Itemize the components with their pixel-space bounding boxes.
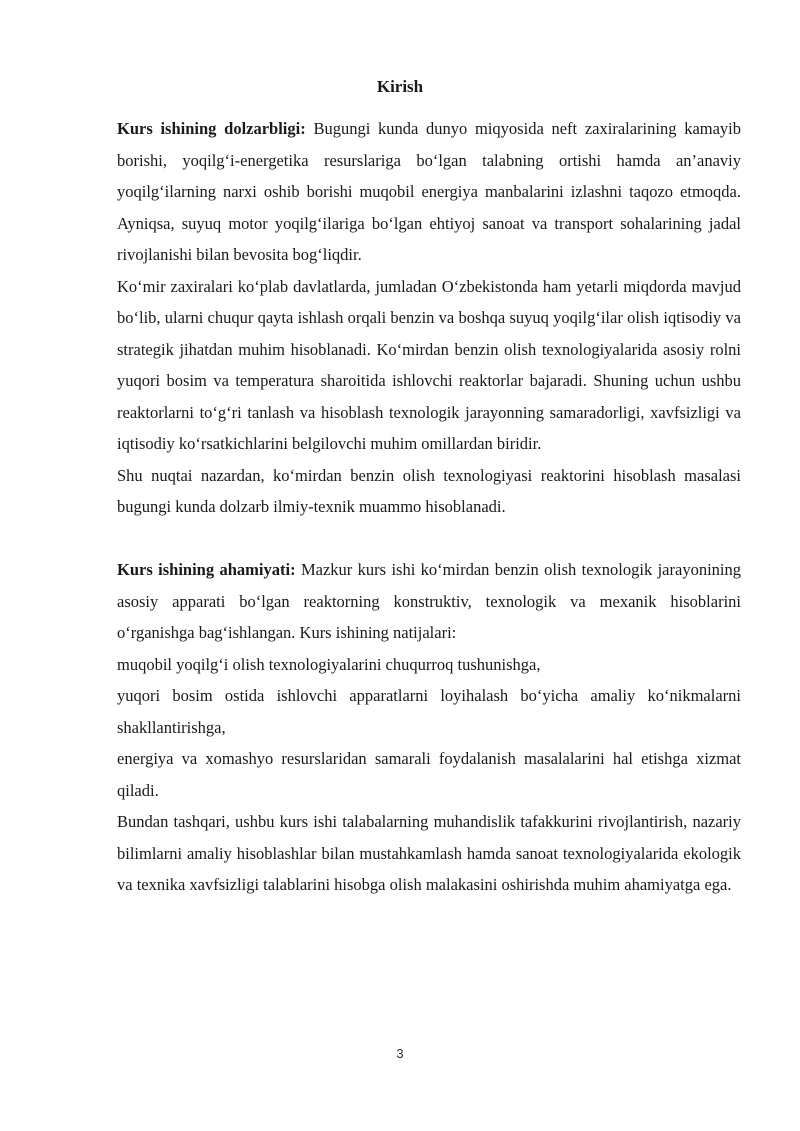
result-item: muqobil yoqilg‘i olish texnologiyalarini chuqurroq tushunishga, <box>117 654 541 674</box>
final-paragraph: Bundan tashqari, ushbu kurs ishi talabalarning muhandislik tafakkurini rivojlantirish, nazariy bilimlarni amaliy hisoblashlar bilan mustahkamlash hamda sanoat texnologiyalarida ekologik va texnika xavfsizligi talablarini hisobga olish malakasini oshirishda muhim ahamiyatga ega. <box>117 812 741 894</box>
page-title: Kirish <box>376 77 424 96</box>
document-body <box>117 113 741 901</box>
result-item: yuqori bosim ostida ishlovchi apparatlarni loyihalash bo‘yicha amaliy ko‘nikmalarni shakllantirishga, <box>117 686 741 737</box>
coal-reserves-paragraph: Ko‘mir zaxiralari ko‘plab davlatlarda, jumladan O‘zbekistonda ham yetarli miqdorda mavjud bo‘lib, ularni chuqur qayta ishlash orqali benzin va boshqa suyuq yoqilg‘ilar olish iqtisodiy va strategik jihatdan muhim hisoblanadi. Ko‘mirdan benzin olish texnologiyalarida asosiy rolni yuqori bosim va temperatura sharoitida ishlovchi reaktorlar bajaradi. Shuning uchun ushbu reaktorlarni to‘g‘ri tanlash va hisoblash texnologik jarayonning samaradorligi, xavfsizligi va iqtisodiy ko‘rsatkichlarini belgilovchi muhim omillardan biridir. <box>117 276 741 453</box>
page-number: 3 <box>396 1046 404 1061</box>
importance-paragraph <box>117 554 741 649</box>
importance-lead: Kurs ishining ahamiyati: <box>117 560 296 579</box>
relevance-paragraph <box>117 113 741 271</box>
importance-text: Mazkur kurs ishi ko‘mirdan benzin olish texnologik jarayonining asosiy apparati bo‘lgan reaktorning konstruktiv, texnologik va mexanik hisoblarini o‘rganishga bag‘ishlangan. Kurs ishining natijalari: <box>117 560 741 642</box>
relevance-text: Bugungi kunda dunyo miqyosida neft zaxiralarining kamayib borishi, yoqilg‘i-energetika resurslariga bo‘lgan talabning ortishi hamda an’anaviy yoqilg‘ilarning narxi oshib borishi muqobil energiya manbalarini izlashni taqozo etmoqda. Ayniqsa, suyuq motor yoqilg‘ilariga bo‘lgan ehtiyoj sanoat va transport sohalarining jadal rivojlanishi bilan bevosita bog‘liqdir. <box>117 119 742 264</box>
result-item: energiya va xomashyo resurslaridan samarali foydalanish masalalarini hal etishga xizmat qiladi. <box>117 749 741 800</box>
section-spacer <box>117 523 741 555</box>
relevance-lead: Kurs ishining dolzarbligi: <box>117 119 306 138</box>
conclusion-paragraph: Shu nuqtai nazardan, ko‘mirdan benzin olish texnologiyasi reaktorini hisoblash masalasi bugungi kunda dolzarb ilmiy-texnik muammo hisoblanadi. <box>117 465 741 516</box>
